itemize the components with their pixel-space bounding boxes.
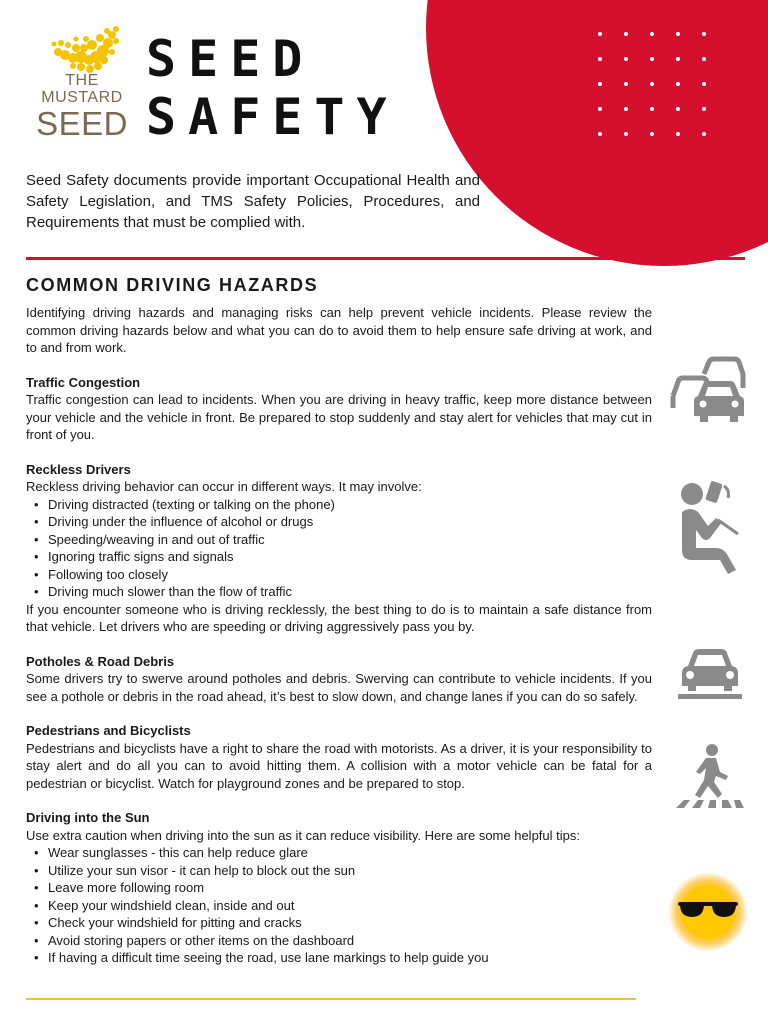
page-title: [146, 30, 399, 146]
sun-tips-list: [26, 844, 652, 967]
car-road-icon: [678, 646, 742, 700]
traffic-congestion-body: Traffic congestion can lead to incidents. When you are driving in heavy traffic, keep more distance between your vehicle and the vehicle in front. Be prepared to stop suddenly and stay alert for vehicles that may cut in front of you.: [26, 392, 652, 442]
section-heading: COMMON DRIVING HAZARDS: [26, 275, 319, 295]
potholes-section: [26, 653, 652, 706]
decorative-dot: [624, 132, 628, 136]
decorative-dot: [598, 57, 602, 61]
sun-title: Driving into the Sun: [26, 810, 150, 825]
logo-text-the: THE: [65, 72, 99, 89]
decorative-dot: [702, 32, 706, 36]
list-item: • Driving much slower than the flow of traffic: [26, 583, 652, 601]
traffic-congestion-title: Traffic Congestion: [26, 374, 141, 390]
decorative-dot: [676, 82, 680, 86]
pedestrians-section: [26, 722, 652, 792]
list-item: • Utilize your sun visor - it can help to block out the sun: [26, 862, 652, 880]
sun-intro: Use extra caution when driving into the sun as it can reduce visibility. Here are some helpful tips:: [26, 827, 580, 843]
decorative-dot: [624, 57, 628, 61]
pedestrian-crosswalk-icon: [674, 742, 744, 812]
decorative-dot: [650, 32, 654, 36]
decorative-dot: [702, 132, 706, 136]
decorative-dot: [702, 57, 706, 61]
page-title-line-1: SEED: [146, 30, 315, 88]
decorative-dot: [598, 107, 602, 111]
list-item: • Following too closely: [26, 566, 652, 584]
cars-icon: [668, 356, 746, 426]
reckless-drivers-outro: If you encounter someone who is driving recklessly, the best thing to do is to maintain a safe distance from that vehicle. Let drivers who are speeding or driving aggressively pass you by.: [26, 601, 652, 634]
main-content: [26, 304, 652, 967]
list-item: • Driving under the influence of alcohol or drugs: [26, 513, 652, 531]
decorative-dot: [650, 57, 654, 61]
list-item: • Wear sunglasses - this can help reduce glare: [26, 844, 652, 862]
logo-text-seed: SEED: [36, 105, 128, 142]
decorative-dot: [676, 132, 680, 136]
reckless-drivers-title: Reckless Drivers: [26, 461, 131, 477]
list-item: • Speeding/weaving in and out of traffic: [26, 531, 652, 549]
distracted-driver-icon: [676, 478, 742, 576]
list-item: • Leave more following room: [26, 879, 652, 897]
decorative-dot: [702, 82, 706, 86]
footer-divider: [26, 998, 636, 1000]
list-item: • Keep your windshield clean, inside and out: [26, 897, 652, 915]
reckless-drivers-intro: Reckless driving behavior can occur in different ways. It may involve:: [26, 479, 422, 494]
pedestrians-body: Pedestrians and bicyclists have a right to share the road with motorists. As a driver, it is your responsibility to stay alert and do all you can to avoid hitting them. A collision with a motor vehicle can be fatal for a pedestrian or bicyclist. Watch for playground zones and be prepared to stop.: [26, 740, 652, 791]
list-item: • Driving distracted (texting or talking on the phone): [26, 496, 652, 514]
page-title-line-2: SAFETY: [146, 88, 399, 146]
mustard-seed-logo-mark: [46, 24, 126, 76]
list-item: • Check your windshield for pitting and cracks: [26, 914, 652, 932]
sun-section: [26, 809, 652, 967]
sun-sunglasses-icon: [668, 872, 748, 952]
decorative-dot: [650, 132, 654, 136]
potholes-title: Potholes & Road Debris: [26, 653, 175, 669]
reckless-drivers-section: [26, 461, 652, 636]
decorative-dot: [676, 57, 680, 61]
decorative-dot: [676, 107, 680, 111]
decorative-dot: [676, 32, 680, 36]
decorative-dot-grid: [598, 32, 708, 136]
decorative-dot: [624, 32, 628, 36]
main-intro-paragraph: Identifying driving hazards and managing risks can help prevent vehicle incidents. Please review the common driving hazards below and what you can do to avoid them to help ensure safe driving at work, and to and from work.: [26, 305, 652, 355]
decorative-dot: [650, 107, 654, 111]
decorative-dot: [598, 82, 602, 86]
mustard-seed-logo: [32, 24, 132, 142]
decorative-dot: [702, 107, 706, 111]
logo-text-mustard: MUSTARD: [41, 89, 123, 106]
list-item: • Ignoring traffic signs and signals: [26, 548, 652, 566]
traffic-congestion-section: [26, 374, 652, 444]
decorative-dot: [624, 107, 628, 111]
reckless-drivers-list: [26, 496, 652, 601]
decorative-dot: [598, 132, 602, 136]
potholes-body: Some drivers try to swerve around potholes and debris. Swerving can contribute to vehicle incidents. If you see a pothole or debris in the road ahead, it’s best to slow down, and change lanes if you can do so safely.: [26, 671, 652, 704]
decorative-dot: [650, 82, 654, 86]
decorative-dot: [624, 82, 628, 86]
list-item: • Avoid storing papers or other items on the dashboard: [26, 932, 652, 950]
header-intro-paragraph: Seed Safety documents provide important Occupational Health and Safety Legislation, and TMS Safety Policies, Procedures, and Requirements that must be complied with.: [26, 172, 480, 231]
header-divider: [26, 257, 745, 260]
list-item: • If having a difficult time seeing the road, use lane markings to help guide you: [26, 949, 652, 967]
pedestrians-title: Pedestrians and Bicyclists: [26, 723, 191, 738]
decorative-dot: [598, 32, 602, 36]
